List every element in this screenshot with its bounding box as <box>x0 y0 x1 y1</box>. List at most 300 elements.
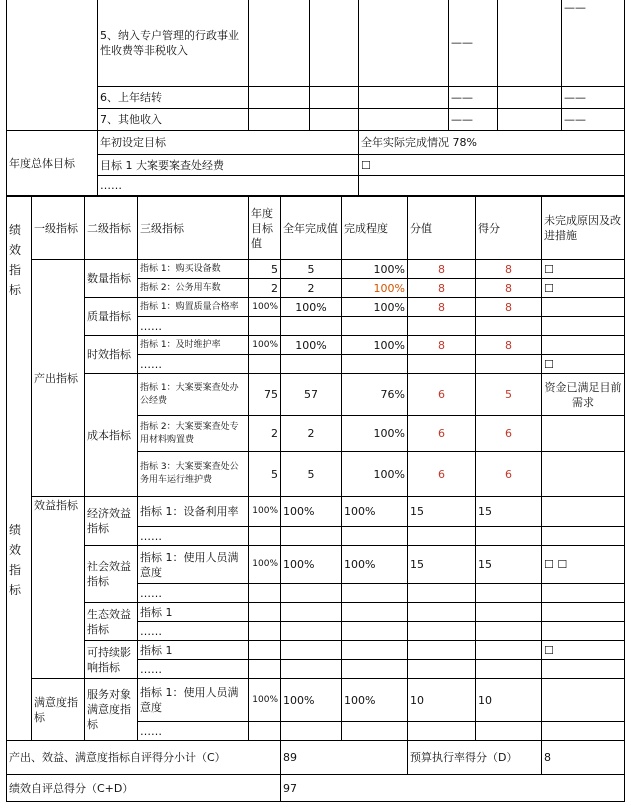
indicator-actual <box>280 496 342 527</box>
goal-more-actual <box>358 175 625 196</box>
subgroup-timeliness <box>84 335 138 374</box>
indicator-degree <box>341 621 408 641</box>
indicator-score <box>475 335 542 355</box>
indicator-weight <box>407 297 476 317</box>
indicator-reason <box>541 640 625 660</box>
income-cell-text: —— <box>564 113 586 126</box>
goal-1-actual-text: ☐ <box>361 158 371 172</box>
indicator-reason-text: 资金已满足目前需求 <box>544 380 622 409</box>
indicator-name <box>137 297 249 317</box>
income-cell-text: —— <box>451 113 473 126</box>
indicator-name-text: 指标 1：使用人员满意度 <box>140 686 239 714</box>
indicator-target-text: 75 <box>264 388 278 401</box>
goal-1-actual <box>358 154 625 176</box>
goal-1 <box>97 154 359 176</box>
indicator-name-text: …… <box>140 529 162 543</box>
indicator-degree-text: 100% <box>373 467 405 481</box>
indicator-reason <box>541 526 625 546</box>
indicator-name-text: 指标 1 <box>140 643 173 657</box>
indicator-degree-text: 100% <box>373 262 405 276</box>
indicator-score <box>475 278 542 298</box>
indicator-weight <box>407 678 476 722</box>
perf-side-label-text: 绩效指标 <box>9 523 22 597</box>
indicator-target <box>248 278 281 298</box>
indicator-actual <box>280 659 342 679</box>
indicator-degree <box>341 373 408 416</box>
indicator-score-text: 6 <box>505 427 512 440</box>
indicator-target <box>248 583 281 603</box>
indicator-reason <box>541 621 625 641</box>
income-cell <box>248 86 310 109</box>
header-score <box>475 196 542 260</box>
indicator-weight <box>407 451 476 497</box>
indicator-score-text: 8 <box>505 281 512 295</box>
indicator-score <box>475 721 542 741</box>
income-cell <box>497 108 562 131</box>
indicator-weight <box>407 335 476 355</box>
income-row-label <box>97 86 249 109</box>
indicator-actual <box>280 278 342 298</box>
indicator-target <box>248 316 281 336</box>
indicator-degree <box>341 335 408 355</box>
indicator-score <box>475 526 542 546</box>
indicator-weight <box>407 545 476 584</box>
indicator-name-text: 指标 2：公务用车数 <box>140 282 221 293</box>
budget-label-text: 预算执行率得分（D） <box>410 751 518 764</box>
indicator-reason <box>541 373 625 416</box>
indicator-reason-text: ☐ <box>544 281 554 295</box>
income-row-label-text: 5、纳入专户管理的行政事业性收费等非税收入 <box>100 28 239 57</box>
indicator-actual-text: 100% <box>283 558 315 571</box>
goal-set-header-text: 年初设定目标 <box>100 136 166 149</box>
indicator-name <box>137 678 249 722</box>
indicator-degree <box>341 451 408 497</box>
indicator-degree <box>341 526 408 546</box>
indicator-actual-text: 2 <box>307 281 315 295</box>
indicator-weight <box>407 526 476 546</box>
indicator-weight <box>407 373 476 416</box>
indicator-name-text: 指标 1：及时维护率 <box>140 339 221 350</box>
indicator-score <box>475 316 542 336</box>
indicator-reason-text: ☐ <box>544 357 554 371</box>
indicator-degree <box>341 278 408 298</box>
indicator-name-text: 指标 3：大案要案查处公务用车运行维护费 <box>140 462 239 485</box>
header-level2-text: 二级指标 <box>87 221 131 235</box>
indicator-name <box>137 451 249 497</box>
indicator-actual <box>280 297 342 317</box>
indicator-target-text: 5 <box>271 262 278 276</box>
indicator-actual-text: 100% <box>283 505 315 518</box>
group-benefit <box>31 496 85 679</box>
indicator-degree <box>341 496 408 527</box>
subgroup-ecological-text: 生态效益指标 <box>87 607 131 636</box>
indicator-degree-text: 100% <box>373 281 405 295</box>
goal-more-text: …… <box>100 179 122 192</box>
subgroup-service-text: 服务对象满意度指标 <box>87 688 131 731</box>
indicator-reason <box>541 335 625 355</box>
indicator-score-text: 8 <box>505 300 512 314</box>
indicator-target-text: 2 <box>271 427 278 440</box>
indicator-actual <box>280 678 342 722</box>
indicator-degree <box>341 297 408 317</box>
indicator-actual <box>280 640 342 660</box>
indicator-score <box>475 297 542 317</box>
total-label-text: 绩效自评总得分（C+D） <box>9 781 134 795</box>
header-weight <box>407 196 476 260</box>
indicator-target <box>248 621 281 641</box>
income-cell <box>448 0 498 87</box>
indicator-name <box>137 415 249 452</box>
goal-1-text: 目标 1 大案要案查处经费 <box>100 158 224 172</box>
indicator-target <box>248 659 281 679</box>
indicator-weight-text: 8 <box>438 300 445 314</box>
indicator-actual <box>280 259 342 279</box>
income-cell <box>561 86 625 109</box>
indicator-target <box>248 415 281 452</box>
subgroup-sustainable <box>84 640 138 679</box>
income-left-blank <box>6 0 98 131</box>
subgroup-quality <box>84 297 138 336</box>
header-score-text: 得分 <box>478 221 500 235</box>
indicator-score <box>475 583 542 603</box>
perf-side-label <box>6 196 32 741</box>
indicator-name-text: 指标 1：购置质量合格率 <box>140 301 239 312</box>
indicator-weight-text: 8 <box>438 262 445 276</box>
subgroup-ecological <box>84 602 138 641</box>
indicator-name <box>137 659 249 679</box>
header-level1-text: 一级指标 <box>34 221 78 235</box>
indicator-name-text: 指标 1：购买设备数 <box>140 263 221 274</box>
indicator-actual-text: 57 <box>304 388 318 401</box>
indicator-degree <box>341 640 408 660</box>
income-cell <box>497 0 562 87</box>
header-reason <box>541 196 625 260</box>
indicator-target <box>248 526 281 546</box>
income-cell-text: —— <box>564 91 586 104</box>
goal-more <box>97 175 359 196</box>
indicator-degree-text: 100% <box>373 300 405 314</box>
indicator-actual <box>280 526 342 546</box>
subgroup-cost <box>84 373 138 497</box>
indicator-name <box>137 354 249 374</box>
indicator-score <box>475 373 542 416</box>
indicator-target <box>248 259 281 279</box>
indicator-degree-text: 76% <box>380 388 405 401</box>
indicator-name-text: 指标 1：大案要案查处办公经费 <box>140 382 239 406</box>
indicator-weight <box>407 659 476 679</box>
indicator-score <box>475 354 542 374</box>
indicator-actual-text: 5 <box>307 262 315 276</box>
indicator-name-text: 指标 1：设备利用率 <box>140 505 239 518</box>
indicator-actual-text: 5 <box>307 467 315 481</box>
income-cell <box>497 86 562 109</box>
indicator-weight <box>407 583 476 603</box>
budget-value-text: 8 <box>544 751 551 764</box>
indicator-score <box>475 259 542 279</box>
header-level3 <box>137 196 249 260</box>
indicator-weight <box>407 316 476 336</box>
indicator-name-text: …… <box>140 724 162 738</box>
header-target-text: 年度目标值 <box>251 206 273 250</box>
indicator-score <box>475 415 542 452</box>
indicator-name <box>137 278 249 298</box>
header-degree-text: 完成程度 <box>344 221 388 235</box>
indicator-actual <box>280 373 342 416</box>
indicator-score <box>475 451 542 497</box>
indicator-reason <box>541 415 625 452</box>
indicator-reason <box>541 721 625 741</box>
subgroup-social-text: 社会效益指标 <box>87 560 131 588</box>
indicator-degree <box>341 415 408 452</box>
indicator-target <box>248 373 281 416</box>
indicator-reason <box>541 659 625 679</box>
goal-actual-header-text: 全年实际完成情况 78% <box>361 136 477 149</box>
indicator-reason <box>541 545 625 584</box>
indicator-actual <box>280 545 342 584</box>
indicator-actual-text: 100% <box>295 338 327 352</box>
indicator-target <box>248 335 281 355</box>
total-label <box>6 774 281 802</box>
indicator-score <box>475 602 542 622</box>
group-satisfaction-text: 满意度指标 <box>34 695 78 724</box>
indicator-target <box>248 602 281 622</box>
indicator-weight <box>407 721 476 741</box>
indicator-score <box>475 678 542 722</box>
income-cell <box>309 0 359 87</box>
indicator-name <box>137 373 249 416</box>
indicator-weight <box>407 496 476 527</box>
indicator-degree <box>341 259 408 279</box>
header-weight-text: 分值 <box>410 221 432 235</box>
indicator-degree-text: 100% <box>373 427 405 440</box>
income-cell <box>448 108 498 131</box>
indicator-degree <box>341 583 408 603</box>
indicator-score <box>475 545 542 584</box>
goal-actual-header <box>358 130 625 155</box>
indicator-actual <box>280 621 342 641</box>
indicator-name-text: …… <box>140 624 162 638</box>
indicator-weight <box>407 278 476 298</box>
income-cell <box>358 86 449 109</box>
indicator-actual <box>280 602 342 622</box>
subgroup-quantity-text: 数量指标 <box>87 272 131 285</box>
indicator-degree <box>341 678 408 722</box>
indicator-name-text: 指标 1 <box>140 605 173 619</box>
indicator-name <box>137 583 249 603</box>
income-cell <box>358 108 449 131</box>
indicator-score <box>475 621 542 641</box>
indicator-weight <box>407 602 476 622</box>
header-reason-text: 未完成原因及改进措施 <box>544 214 621 242</box>
income-cell <box>561 0 625 87</box>
indicator-reason <box>541 496 625 527</box>
indicator-name-text: 指标 1：使用人员满意度 <box>140 550 239 579</box>
indicator-degree <box>341 545 408 584</box>
annual-goal-label <box>6 130 98 196</box>
subtotal-value-text: 89 <box>283 751 297 764</box>
indicator-target <box>248 451 281 497</box>
income-row-label-text: 7、其他收入 <box>100 113 162 126</box>
indicator-degree-text: 100% <box>344 505 376 518</box>
subgroup-quality-text: 质量指标 <box>87 310 131 323</box>
indicator-name-text: …… <box>140 357 162 371</box>
indicator-weight <box>407 354 476 374</box>
indicator-degree-text: 100% <box>344 693 376 707</box>
indicator-name <box>137 335 249 355</box>
indicator-reason <box>541 297 625 317</box>
indicator-degree-text: 100% <box>373 338 405 352</box>
indicator-reason <box>541 259 625 279</box>
subgroup-quantity <box>84 259 138 298</box>
indicator-name <box>137 526 249 546</box>
income-cell <box>561 108 625 131</box>
header-level3-text: 三级指标 <box>140 221 184 235</box>
indicator-weight-text: 8 <box>438 338 445 352</box>
indicator-score-text: 15 <box>478 558 492 571</box>
indicator-weight-text: 6 <box>438 427 445 440</box>
indicator-target-text: 100% <box>252 694 278 705</box>
indicator-actual-text: 2 <box>307 427 315 440</box>
indicator-weight-text: 8 <box>438 281 445 295</box>
indicator-score <box>475 640 542 660</box>
indicator-name <box>137 602 249 622</box>
indicator-target-text: 100% <box>252 339 278 350</box>
indicator-reason <box>541 602 625 622</box>
indicator-weight <box>407 621 476 641</box>
indicator-target-text: 100% <box>252 301 278 312</box>
income-cell <box>248 108 310 131</box>
income-cell-text: —— <box>451 36 473 49</box>
indicator-score-text: 15 <box>478 505 492 518</box>
subgroup-economic-text: 经济效益指标 <box>87 507 131 535</box>
indicator-reason <box>541 678 625 722</box>
income-cell <box>448 86 498 109</box>
indicator-reason <box>541 451 625 497</box>
indicator-reason <box>541 278 625 298</box>
indicator-name <box>137 545 249 584</box>
annual-goal-label-text: 年度总体目标 <box>9 156 75 170</box>
indicator-score-text: 6 <box>505 467 512 481</box>
indicator-weight-text: 6 <box>438 388 445 401</box>
subgroup-economic <box>84 496 138 546</box>
subgroup-cost-text: 成本指标 <box>87 428 131 442</box>
header-degree <box>341 196 408 260</box>
indicator-degree <box>341 316 408 336</box>
indicator-name-text: …… <box>140 319 162 333</box>
indicator-weight <box>407 259 476 279</box>
indicator-target <box>248 297 281 317</box>
indicator-score <box>475 496 542 527</box>
perf-side-label-text: 绩效指标 <box>9 223 22 297</box>
indicator-target <box>248 354 281 374</box>
indicator-reason <box>541 583 625 603</box>
indicator-score-text: 8 <box>505 338 512 352</box>
indicator-reason <box>541 354 625 374</box>
indicator-score-text: 10 <box>478 693 492 707</box>
indicator-target <box>248 545 281 584</box>
subtotal-label-text: 产出、效益、满意度指标自评得分小计（C） <box>9 751 226 764</box>
indicator-reason-text: ☐ <box>544 643 554 657</box>
income-row-label <box>97 108 249 131</box>
budget-label <box>407 740 542 775</box>
indicator-score-text: 8 <box>505 262 512 276</box>
income-cell <box>248 0 310 87</box>
indicator-actual <box>280 451 342 497</box>
subgroup-social <box>84 545 138 603</box>
income-row-label-text: 6、上年结转 <box>100 91 162 104</box>
income-row-label <box>97 0 249 87</box>
indicator-weight-text: 15 <box>410 505 424 518</box>
goal-set-header <box>97 130 359 155</box>
indicator-name-text: 指标 2：大案要案查处专用材料购置费 <box>140 421 239 445</box>
income-cell <box>309 86 359 109</box>
total-value-text: 97 <box>283 781 297 795</box>
indicator-name <box>137 316 249 336</box>
income-cell-text: —— <box>451 91 473 104</box>
group-satisfaction <box>31 678 85 741</box>
indicator-actual <box>280 415 342 452</box>
indicator-reason-text: ☐ <box>544 262 554 276</box>
indicator-target <box>248 678 281 722</box>
subtotal-label <box>6 740 281 775</box>
subgroup-sustainable-text: 可持续影响指标 <box>87 645 131 674</box>
indicator-score-text: 5 <box>505 388 512 401</box>
budget-value <box>541 740 625 775</box>
income-cell <box>358 0 449 87</box>
indicator-target-text: 2 <box>271 281 278 295</box>
indicator-actual <box>280 335 342 355</box>
header-level1 <box>31 196 85 260</box>
indicator-name <box>137 496 249 527</box>
indicator-name-text: …… <box>140 586 162 600</box>
indicator-reason <box>541 316 625 336</box>
indicator-name-text: …… <box>140 662 162 676</box>
indicator-score <box>475 659 542 679</box>
subgroup-timeliness-text: 时效指标 <box>87 348 131 361</box>
indicator-degree <box>341 721 408 741</box>
indicator-degree <box>341 602 408 622</box>
subgroup-service <box>84 678 138 741</box>
header-actual <box>280 196 342 260</box>
indicator-target-text: 5 <box>271 467 278 481</box>
indicator-weight-text: 6 <box>438 467 445 481</box>
income-cell-text: —— <box>564 1 586 14</box>
indicator-actual-text: 100% <box>283 693 315 707</box>
indicator-target-text: 100% <box>252 506 278 516</box>
indicator-name <box>137 640 249 660</box>
group-benefit-text: 效益指标 <box>34 499 78 512</box>
indicator-degree-text: 100% <box>344 558 376 571</box>
indicator-weight <box>407 640 476 660</box>
indicator-actual <box>280 721 342 741</box>
group-output-text: 产出指标 <box>34 371 78 385</box>
indicator-weight <box>407 415 476 452</box>
indicator-name <box>137 259 249 279</box>
indicator-name <box>137 721 249 741</box>
subtotal-value <box>280 740 408 775</box>
indicator-actual <box>280 354 342 374</box>
indicator-target <box>248 721 281 741</box>
header-level2 <box>84 196 138 260</box>
indicator-target <box>248 640 281 660</box>
header-target <box>248 196 281 260</box>
indicator-actual <box>280 316 342 336</box>
indicator-weight-text: 15 <box>410 558 424 571</box>
group-output <box>31 259 85 497</box>
indicator-name <box>137 621 249 641</box>
total-value <box>280 774 625 802</box>
indicator-weight-text: 10 <box>410 693 424 707</box>
